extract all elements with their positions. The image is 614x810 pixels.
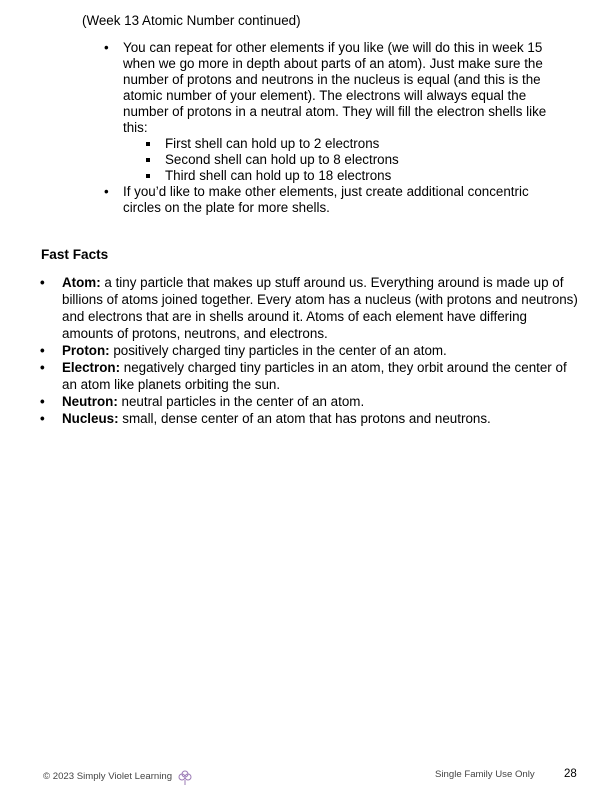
- sub-item-text: First shell can hold up to 2 electrons: [165, 136, 380, 151]
- violet-flower-icon: [177, 768, 193, 786]
- fast-facts-heading: Fast Facts: [41, 247, 109, 262]
- bullet-icon: •: [104, 40, 109, 55]
- square-bullet-icon: [146, 174, 150, 178]
- footer-license: Single Family Use Only: [435, 769, 535, 780]
- list-item: [0, 40, 561, 136]
- fact-definition: negatively charged tiny particles in an atom, they orbit around the center of an atom like planets orbiting the sun.: [62, 360, 567, 392]
- fact-definition: neutral particles in the center of an atom.: [117, 394, 365, 409]
- fact-definition: small, dense center of an atom that has protons and neutrons.: [118, 411, 491, 426]
- sub-item-text: Second shell can hold up to 8 electrons: [165, 152, 399, 167]
- intro-bullet-list: [0, 40, 614, 216]
- list-item: [0, 152, 614, 168]
- page-number: 28: [564, 768, 577, 780]
- bullet-icon: •: [40, 343, 45, 358]
- square-bullet-icon: [146, 158, 150, 162]
- fact-term: Proton:: [62, 343, 110, 358]
- fact-item-neutron: [0, 393, 582, 410]
- list-item: [0, 184, 561, 216]
- bullet-icon: •: [40, 394, 45, 409]
- list-item: [0, 168, 614, 184]
- square-bullet-icon: [146, 142, 150, 146]
- fact-term: Nucleus:: [62, 411, 119, 426]
- bullet-icon: •: [40, 275, 45, 290]
- fact-term: Electron:: [62, 360, 121, 375]
- bullet-icon: •: [40, 411, 45, 426]
- fact-term: Neutron:: [62, 394, 118, 409]
- fact-definition: positively charged tiny particles in the center of an atom.: [109, 343, 447, 358]
- bullet-icon: •: [40, 360, 45, 375]
- list-item: [0, 136, 614, 152]
- fast-facts-list: [0, 274, 614, 427]
- continued-heading: (Week 13 Atomic Number continued): [82, 13, 301, 28]
- fact-item-atom: [0, 274, 582, 342]
- sub-item-text: Third shell can hold up to 18 electrons: [165, 168, 392, 183]
- footer-copyright: [43, 768, 193, 786]
- shell-sub-list: [0, 136, 614, 184]
- fact-item-proton: [0, 342, 582, 359]
- bullet-text: If you’d like to make other elements, just create additional concentric circles on the plate for more shells.: [123, 184, 529, 215]
- fact-item-electron: [0, 359, 582, 393]
- fact-item-nucleus: [0, 410, 582, 427]
- copyright-text: © 2023 Simply Violet Learning: [43, 771, 173, 782]
- bullet-icon: •: [104, 184, 109, 199]
- fact-definition: a tiny particle that makes up stuff around us. Everything around is made up of billions of atoms joined together. Every atom has a nucleus (with protons and neutrons) and electrons that are in shells around it. Atoms of each element have differing amounts of protons, neutrons, and electrons.: [62, 275, 578, 341]
- fact-term: Atom:: [62, 275, 101, 290]
- bullet-text: You can repeat for other elements if you like (we will do this in week 15 when we go more in depth about parts of an atom). Just make sure the number of protons and neutrons in the nucleus is equal (and this is the atomic number of your element). The electrons will always equal the number of protons in a neutral atom. They will fill the electron shells like this:: [123, 40, 547, 135]
